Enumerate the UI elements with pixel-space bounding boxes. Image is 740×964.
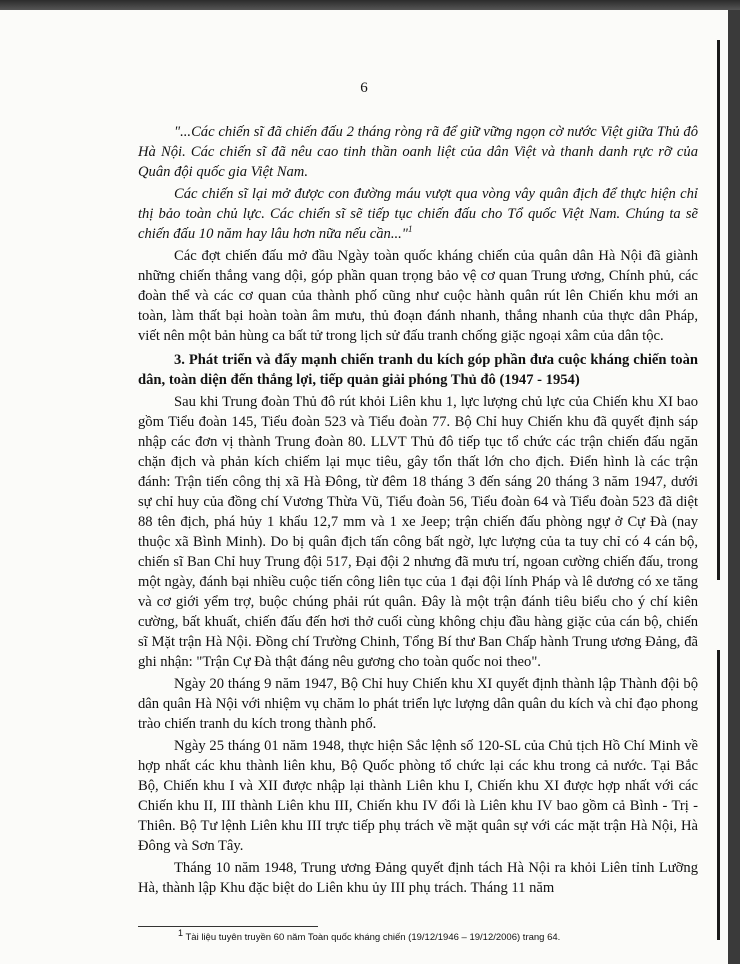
footnote-divider	[138, 926, 318, 927]
quote-paragraph-1: "...Các chiến sĩ đã chiến đấu 2 tháng ròng rã để giữ vững ngọn cờ nước Việt giữa Thủ đô Hà Nội. Các chiến sĩ đã nêu cao tinh thần oanh liệt của dân Việt và thanh danh rực rỡ của Quân đội quốc gia Việt Nam.	[138, 124, 698, 180]
quote-paragraph-2-text: Các chiến sĩ lại mở được con đường máu vượt qua vòng vây quân địch để thực hiện chỉ thị bảo toàn chủ lực. Các chiến sĩ sẽ tiếp tục chiến đấu cho Tổ quốc Việt Nam. Chúng ta sẽ chiến đấu 10 năm hay lâu hơn nữa nếu cần..."	[138, 186, 698, 242]
footnote-text: Tài liệu tuyên truyền 60 năm Toàn quốc kháng chiến (19/12/1946 – 19/12/2006) trang 64.	[185, 932, 561, 943]
page-number: 6	[360, 80, 368, 96]
footnote-reference: 1	[407, 224, 413, 235]
footnote-mark: 1	[178, 927, 184, 938]
document-page	[0, 10, 728, 964]
footnote	[178, 927, 708, 944]
quote-paragraph-2	[138, 184, 698, 244]
scan-top-edge	[0, 0, 740, 10]
paragraph-special-zone: Tháng 10 năm 1948, Trung ương Đảng quyết định tách Hà Nội ra khỏi Liên tỉnh Lưỡng Hà, thành lập Khu đặc biệt do Liên khu ủy III phụ trách. Tháng 11 năm	[138, 860, 698, 896]
paragraph-decree: Ngày 25 tháng 01 năm 1948, thực hiện Sắc lệnh số 120-SL của Chủ tịch Hồ Chí Minh về hợp nhất các khu thành liên khu, Bộ Quốc phòng tổ chức lại các khu trong cả nước. Tại Bắc Bộ, Chiến khu I và XII được nhập lại thành Liên khu I, Chiến khu XI được hợp nhất với các Chiến khu II, III thành Liên khu III, Chiến khu IV đổi là Liên khu IV bao gồm cả Bình - Trị - Thiên. Bộ Tư lệnh Liên khu III trực tiếp phụ trách về mặt quân sự với các mặt trận Hà Nội, Hà Đông và Sơn Tây.	[138, 738, 698, 854]
body-text	[138, 122, 698, 900]
section-heading: 3. Phát triển và đẩy mạnh chiến tranh du kích góp phần đưa cuộc kháng chiến toàn dân, toàn diện đến thắng lợi, tiếp quản giải phóng Thủ đô (1947 - 1954)	[138, 352, 698, 388]
paragraph-militia: Ngày 20 tháng 9 năm 1947, Bộ Chỉ huy Chiến khu XI quyết định thành lập Thành đội bộ dân quân Hà Nội với nhiệm vụ chăm lo phát triển lực lượng dân quân du kích và chỉ đạo phong trào chiến tranh du kích trong thành phố.	[138, 676, 698, 732]
paragraph-opening-battles: Các đợt chiến đấu mở đầu Ngày toàn quốc kháng chiến của quân dân Hà Nội đã giành những chiến thắng vang dội, góp phần quan trọng bảo vệ cơ quan Trung ương, Chính phủ, các đoàn thể và các cơ quan của thành phố cũng như cuộc hành quân rút lên Chiến khu mới an toàn, làm thất bại hoàn toàn âm mưu, thủ đoạn đánh nhanh, thắng nhanh của thực dân Pháp, viết nên một bản hùng ca bất tử trong lịch sử đấu tranh chống giặc ngoại xâm của dân tộc.	[138, 248, 698, 344]
paragraph-regiment: Sau khi Trung đoàn Thủ đô rút khỏi Liên khu 1, lực lượng chủ lực của Chiến khu XI bao gồm Tiểu đoàn 145, Tiểu đoàn 523 và Tiểu đoàn 77. Bộ Chỉ huy Chiến khu đã quyết định sáp nhập các đơn vị thành Trung đoàn 80. LLVT Thủ đô tiếp tục tổ chức các trận chiến đấu ngăn chặn địch và phản kích chiếm lại mục tiêu, gây tổn thất lớn cho địch. Điển hình là các trận đánh: Trận tiến công thị xã Hà Đông, từ đêm 18 tháng 3 đến sáng 20 tháng 3 năm 1947, dưới sự chỉ huy của đồng chí Vương Thừa Vũ, Tiểu đoàn 56, Tiểu đoàn 64 và Tiểu đoàn 523 đã diệt 88 tên địch, phá hủy 1 khẩu 12,7 mm và 1 xe Jeep; trận chiến đấu phòng ngự ở Cự Đà (nay thuộc xã Bình Minh). Do bị quân địch tấn công bất ngờ, lực lượng của ta tuy chỉ có 4 cán bộ, chiến sĩ Ban Chỉ huy Trung đội 517, Đại đội 2 nhưng đã mưu trí, ngoan cường chiến đấu, trong một ngày, đánh bại nhiều cuộc tiến công liên tục của 1 đại đội lính Pháp và lê dương có xe tăng và cơ giới yểm trợ, buộc chúng phải rút quân. Đây là một trận đánh tiêu biểu cho ý chí kiên cường, bất khuất, chiến đấu đến hơi thở cuối cùng không chịu đầu hàng giặc của cán bộ, chiến sĩ Mặt trận Hà Nội. Đồng chí Trường Chinh, Tổng Bí thư Ban Chấp hành Trung ương Đảng, đã ghi nhận: "Trận Cự Đà thật đáng nêu gương cho toàn quốc noi theo".	[138, 394, 698, 670]
scan-right-edge	[717, 40, 720, 580]
scan-right-edge-lower	[717, 650, 720, 940]
